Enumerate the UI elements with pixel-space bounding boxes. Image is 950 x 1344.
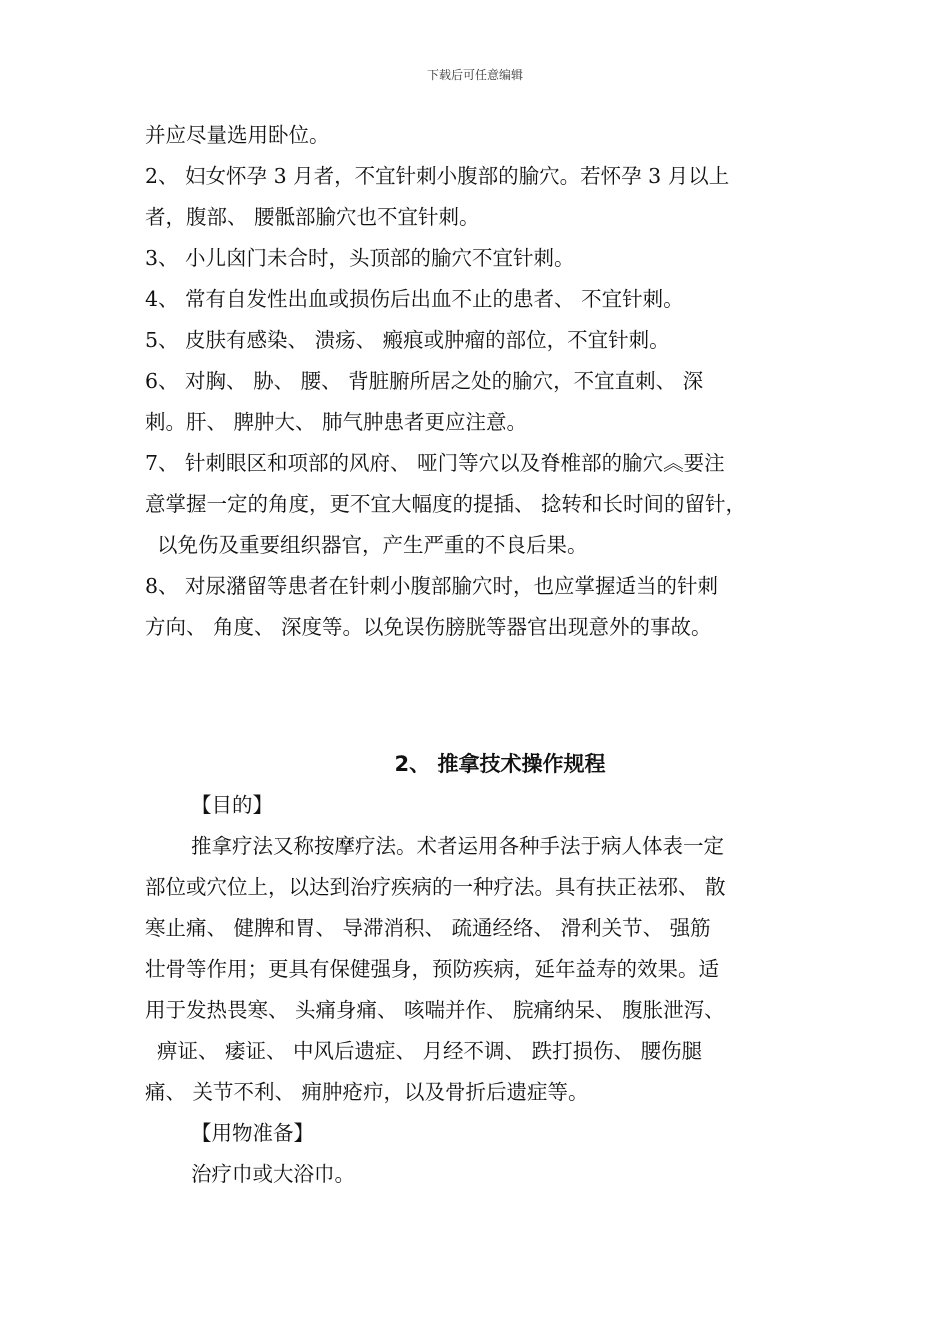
list-item-3: 3、 小儿囟门未合时，头顶部的腧穴不宜针刺。 [145, 246, 575, 270]
list-item-6: 6、 对胸、 胁、 腰、 背脏腑所居之处的腧穴，不宜直刺、 深 [145, 369, 704, 393]
purpose-line: 痹证、 痿证、 中风后遗症、 月经不调、 跌打损伤、 腰伤腿 [157, 1039, 703, 1063]
purpose-line: 用于发热畏寒、 头痛身痛、 咳喘并作、 脘痛纳呆、 腹胀泄泻、 [145, 998, 725, 1022]
purpose-line: 痛、 关节不利、 痈肿疮疖，以及骨折后遗症等。 [145, 1080, 589, 1104]
list-item-4: 4、 常有自发性出血或损伤后出血不止的患者、 不宜针刺。 [145, 287, 684, 311]
list-item-7-cont: 以免伤及重要组织器官，产生严重的不良后果。 [157, 533, 588, 557]
supplies-text: 治疗巾或大浴巾。 [191, 1162, 355, 1186]
list-item-8: 8、 对尿潴留等患者在针刺小腹部腧穴时，也应掌握适当的针刺 [145, 574, 719, 598]
list-item-2: 2、 妇女怀孕 3 月者，不宜针刺小腹部的腧穴。若怀孕 3 月以上 [145, 164, 730, 188]
section-title: 2、 推拿技术操作规程 [394, 752, 606, 776]
purpose-heading: 【目的】 [191, 793, 273, 817]
list-item-8-cont: 方向、 角度、 深度等。以免误伤膀胱等器官出现意外的事故。 [145, 615, 712, 639]
document-body [145, 115, 825, 1195]
supplies-heading: 【用物准备】 [191, 1121, 314, 1145]
list-item-7: 7、 针刺眼区和项部的风府、 哑门等穴以及脊椎部的腧穴︽要注 [145, 451, 725, 475]
page-header-note: 下载后可任意编辑 [426, 68, 523, 82]
section-gap [145, 648, 825, 734]
purpose-line: 寒止痛、 健脾和胃、 导滞消积、 疏通经络、 滑利关节、 强筋 [145, 916, 711, 940]
paragraph-line: 并应尽量选用卧位。 [145, 123, 330, 147]
purpose-line: 推拿疗法又称按摩疗法。术者运用各种手法于病人体表一定 [191, 834, 724, 858]
list-item-5: 5、 皮肤有感染、 溃疡、 瘢痕或肿瘤的部位，不宜针刺。 [145, 328, 670, 352]
list-item-2-cont: 者，腹部、 腰骶部腧穴也不宜针刺。 [145, 205, 480, 229]
purpose-line: 部位或穴位上，以达到治疗疾病的一种疗法。具有扶正祛邪、 散 [145, 875, 726, 899]
purpose-line: 壮骨等作用；更具有保健强身，预防疾病，延年益寿的效果。适 [145, 957, 719, 981]
list-item-7-cont: 意掌握一定的角度，更不宜大幅度的提插、 捻转和长时间的留针， [145, 492, 747, 516]
list-item-6-cont: 刺。肝、 脾肿大、 肺气肿患者更应注意。 [145, 410, 528, 434]
